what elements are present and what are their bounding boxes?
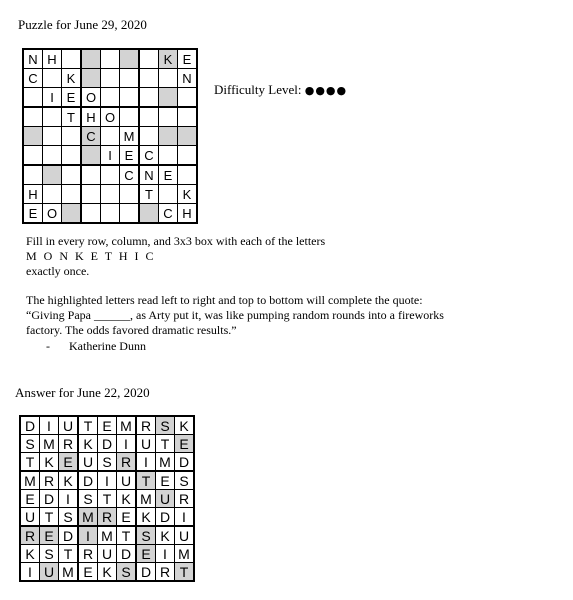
puzzle-cell-cell xyxy=(101,127,120,146)
answer-title: Answer for June 22, 2020 xyxy=(15,385,150,400)
answer-cell-row xyxy=(20,490,194,508)
puzzle-cell-row xyxy=(23,165,197,185)
answer-cell-cell: M xyxy=(59,563,79,582)
answer-cell-cell: E xyxy=(40,526,59,545)
instructions-line-3: exactly once. xyxy=(26,264,90,278)
answer-cell-cell: M xyxy=(136,490,156,508)
answer-cell-row xyxy=(20,453,194,472)
puzzle-cell-cell xyxy=(120,69,140,88)
puzzle-cell-cell xyxy=(139,127,159,146)
puzzle-cell-cell xyxy=(81,69,101,88)
puzzle-cell-cell xyxy=(139,88,159,108)
answer-cell-cell: U xyxy=(40,563,59,582)
puzzle-cell-cell xyxy=(81,165,101,185)
answer-cell-cell: I xyxy=(175,508,195,527)
answer-cell-row xyxy=(20,563,194,582)
answer-cell-cell: U xyxy=(117,471,137,490)
puzzle-cell-cell xyxy=(159,127,178,146)
answer-cell-cell: I xyxy=(136,453,156,472)
answer-cell-cell: K xyxy=(98,563,117,582)
puzzle-cell-cell: M xyxy=(120,127,140,146)
puzzle-cell-cell: C xyxy=(120,165,140,185)
puzzle-cell-cell xyxy=(159,69,178,88)
puzzle-title: Puzzle for June 29, 2020 xyxy=(18,17,147,32)
puzzle-cell-cell xyxy=(62,165,82,185)
puzzle-cell-cell xyxy=(23,127,43,146)
puzzle-cell-cell: N xyxy=(23,49,43,69)
puzzle-cell-cell: E xyxy=(120,146,140,166)
puzzle-cell-cell xyxy=(139,204,159,224)
answer-cell-cell: S xyxy=(117,563,137,582)
puzzle-cell-cell xyxy=(62,127,82,146)
puzzle-cell-cell xyxy=(178,127,198,146)
puzzle-cell-cell: E xyxy=(159,165,178,185)
puzzle-cell-cell xyxy=(120,49,140,69)
puzzle-cell-cell xyxy=(23,88,43,108)
answer-cell-cell: K xyxy=(175,416,195,435)
puzzle-cell-cell xyxy=(159,88,178,108)
puzzle-cell-row xyxy=(23,146,197,166)
answer-cell-cell: I xyxy=(20,563,40,582)
answer-cell-cell: R xyxy=(156,563,175,582)
puzzle-cell-cell: I xyxy=(101,146,120,166)
puzzle-cell-cell xyxy=(101,165,120,185)
answer-cell-cell: T xyxy=(20,453,40,472)
difficulty-dots: ●●●● xyxy=(304,84,348,97)
answer-cell-cell: D xyxy=(20,416,40,435)
answer-cell-cell: U xyxy=(78,453,98,472)
puzzle-cell-cell xyxy=(139,49,159,69)
answer-cell-cell: U xyxy=(175,526,195,545)
puzzle-cell-cell xyxy=(62,185,82,204)
answer-cell-cell: I xyxy=(156,545,175,563)
puzzle-cell-cell xyxy=(101,204,120,224)
answer-cell-cell: R xyxy=(20,526,40,545)
answer-cell-cell: R xyxy=(117,453,137,472)
answer-cell-cell: R xyxy=(78,545,98,563)
answer-cell-cell: M xyxy=(40,435,59,453)
puzzle-cell-cell: C xyxy=(159,204,178,224)
puzzle-cell-cell: C xyxy=(81,127,101,146)
puzzle-cell-cell xyxy=(81,185,101,204)
puzzle-cell-cell xyxy=(43,107,62,127)
answer-cell-cell: K xyxy=(40,453,59,472)
attribution-author: Katherine Dunn xyxy=(69,339,146,353)
puzzle-cell-cell: H xyxy=(178,204,198,224)
answer-cell-cell: D xyxy=(78,471,98,490)
answer-cell-row xyxy=(20,435,194,453)
puzzle-cell-row xyxy=(23,69,197,88)
quote-attribution xyxy=(26,339,444,354)
puzzle-cell-cell xyxy=(101,49,120,69)
answer-cell-cell: R xyxy=(98,508,117,527)
answer-cell-cell: T xyxy=(175,563,195,582)
answer-cell-cell: U xyxy=(156,490,175,508)
answer-cell-cell: U xyxy=(20,508,40,527)
answer-cell-cell: E xyxy=(136,545,156,563)
puzzle-cell-cell: H xyxy=(81,107,101,127)
puzzle-cell-cell xyxy=(43,127,62,146)
instructions-letters: M O N K E T H I C xyxy=(26,249,156,263)
puzzle-cell-cell: H xyxy=(23,185,43,204)
puzzle-cell-cell xyxy=(43,165,62,185)
puzzle-cell-cell xyxy=(159,146,178,166)
answer-cell-cell: T xyxy=(156,435,175,453)
answer-cell-cell: D xyxy=(98,435,117,453)
answer-cell-cell: S xyxy=(98,453,117,472)
puzzle-cell-cell: T xyxy=(139,185,159,204)
answer-cell-cell: K xyxy=(156,526,175,545)
puzzle-cell-cell: N xyxy=(178,69,198,88)
puzzle-cell-cell xyxy=(62,49,82,69)
instructions-line-1: Fill in every row, column, and 3x3 box with each of the letters xyxy=(26,234,326,248)
answer-cell-cell: E xyxy=(59,453,79,472)
answer-cell-cell: R xyxy=(136,416,156,435)
puzzle-cell-cell xyxy=(139,69,159,88)
puzzle-cell-cell: E xyxy=(178,49,198,69)
puzzle-cell-cell xyxy=(81,204,101,224)
puzzle-cell-cell: K xyxy=(178,185,198,204)
puzzle-cell-cell xyxy=(43,69,62,88)
puzzle-cell-cell xyxy=(101,69,120,88)
answer-cell-cell: U xyxy=(98,545,117,563)
answer-cell-cell: T xyxy=(40,508,59,527)
puzzle-cell-cell xyxy=(120,88,140,108)
answer-cell-cell: K xyxy=(136,508,156,527)
answer-cell-cell: I xyxy=(78,526,98,545)
puzzle-cell-row xyxy=(23,204,197,224)
answer-cell-cell: S xyxy=(59,508,79,527)
quote-line-2: factory. The odds favored dramatic results.” xyxy=(26,323,237,337)
puzzle-cell-cell xyxy=(43,185,62,204)
puzzle-cell-cell xyxy=(120,204,140,224)
answer-cell-cell: U xyxy=(136,435,156,453)
answer-cell-cell: I xyxy=(40,416,59,435)
puzzle-cell-cell xyxy=(43,146,62,166)
difficulty-label: Difficulty Level: xyxy=(214,82,302,97)
puzzle-cell-cell: I xyxy=(43,88,62,108)
puzzle-cell-row xyxy=(23,127,197,146)
puzzle-cell-row xyxy=(23,107,197,127)
answer-cell-cell: D xyxy=(175,453,195,472)
quote-line-1: “Giving Papa ______, as Arty put it, was like pumping random rounds into a fireworks xyxy=(26,308,444,322)
puzzle-cell-cell: H xyxy=(43,49,62,69)
puzzle-cell-cell xyxy=(81,146,101,166)
puzzle-cell-cell: C xyxy=(139,146,159,166)
answer-cell-cell: D xyxy=(136,563,156,582)
answer-cell-cell: T xyxy=(78,416,98,435)
puzzle-cell-cell: T xyxy=(62,107,82,127)
instructions xyxy=(26,234,325,279)
answer-cell-cell: T xyxy=(98,490,117,508)
puzzle-cell-cell xyxy=(101,88,120,108)
answer-cell-cell: M xyxy=(78,508,98,527)
answer-cell-cell: T xyxy=(136,471,156,490)
attribution-dash: - xyxy=(46,339,50,353)
puzzle-cell-cell xyxy=(81,49,101,69)
answer-cell-cell: R xyxy=(40,471,59,490)
puzzle-cell-cell xyxy=(120,107,140,127)
answer-cell-cell: D xyxy=(59,526,79,545)
answer-cell-cell: S xyxy=(78,490,98,508)
puzzle-cell-cell: E xyxy=(62,88,82,108)
answer-cell-cell: E xyxy=(117,508,137,527)
answer-cell-cell: I xyxy=(117,435,137,453)
answer-cell-row xyxy=(20,526,194,545)
answer-cell-cell: S xyxy=(40,545,59,563)
answer-cell-cell: D xyxy=(40,490,59,508)
answer-cell-row xyxy=(20,508,194,527)
puzzle-cell-row xyxy=(23,185,197,204)
answer-cell-cell: M xyxy=(156,453,175,472)
quote-block xyxy=(26,293,444,354)
answer-cell-cell: U xyxy=(59,416,79,435)
answer-cell-cell: I xyxy=(59,490,79,508)
puzzle-cell-cell xyxy=(23,107,43,127)
answer-cell-cell: S xyxy=(20,435,40,453)
answer-cell-cell: R xyxy=(175,490,195,508)
answer-cell-cell: K xyxy=(20,545,40,563)
answer-cell-cell: M xyxy=(117,416,137,435)
answer-cell-cell: I xyxy=(98,471,117,490)
answer-grid xyxy=(19,415,195,582)
answer-cell-cell: D xyxy=(156,508,175,527)
puzzle-cell-cell xyxy=(62,146,82,166)
answer-cell-cell: R xyxy=(59,435,79,453)
puzzle-cell-cell xyxy=(178,146,198,166)
puzzle-cell-cell: K xyxy=(62,69,82,88)
puzzle-cell-cell: C xyxy=(23,69,43,88)
quote-intro: The highlighted letters read left to right and top to bottom will complete the quote: xyxy=(26,293,423,307)
puzzle-cell-cell: O xyxy=(81,88,101,108)
answer-cell-cell: T xyxy=(59,545,79,563)
answer-cell-cell: D xyxy=(117,545,137,563)
puzzle-cell-cell: N xyxy=(139,165,159,185)
puzzle-cell-cell xyxy=(23,165,43,185)
answer-cell-row xyxy=(20,545,194,563)
answer-cell-cell: K xyxy=(117,490,137,508)
puzzle-cell-cell xyxy=(178,107,198,127)
difficulty xyxy=(214,82,347,98)
answer-cell-cell: E xyxy=(98,416,117,435)
answer-cell-cell: K xyxy=(78,435,98,453)
answer-cell-cell: M xyxy=(98,526,117,545)
answer-cell-cell: T xyxy=(117,526,137,545)
puzzle-cell-cell xyxy=(120,185,140,204)
answer-cell-cell: M xyxy=(175,545,195,563)
puzzle-cell-cell: E xyxy=(23,204,43,224)
puzzle-cell-cell xyxy=(159,107,178,127)
answer-cell-cell: E xyxy=(20,490,40,508)
puzzle-cell-cell xyxy=(178,88,198,108)
answer-cell-cell: E xyxy=(78,563,98,582)
puzzle-cell-cell xyxy=(178,165,198,185)
puzzle-cell-cell: O xyxy=(101,107,120,127)
puzzle-cell-cell xyxy=(62,204,82,224)
answer-cell-cell: E xyxy=(175,435,195,453)
answer-cell-cell: K xyxy=(59,471,79,490)
puzzle-cell-row xyxy=(23,49,197,69)
puzzle-cell-row xyxy=(23,88,197,108)
puzzle-cell-cell xyxy=(159,185,178,204)
puzzle-cell-cell: K xyxy=(159,49,178,69)
puzzle-cell-cell xyxy=(101,185,120,204)
answer-cell-cell: S xyxy=(156,416,175,435)
answer-cell-row xyxy=(20,471,194,490)
puzzle-grid xyxy=(22,48,198,224)
answer-cell-cell: S xyxy=(136,526,156,545)
answer-cell-cell: E xyxy=(156,471,175,490)
answer-cell-row xyxy=(20,416,194,435)
puzzle-cell-cell xyxy=(23,146,43,166)
puzzle-cell-cell xyxy=(139,107,159,127)
puzzle-cell-cell: O xyxy=(43,204,62,224)
answer-cell-cell: S xyxy=(175,471,195,490)
answer-cell-cell: M xyxy=(20,471,40,490)
